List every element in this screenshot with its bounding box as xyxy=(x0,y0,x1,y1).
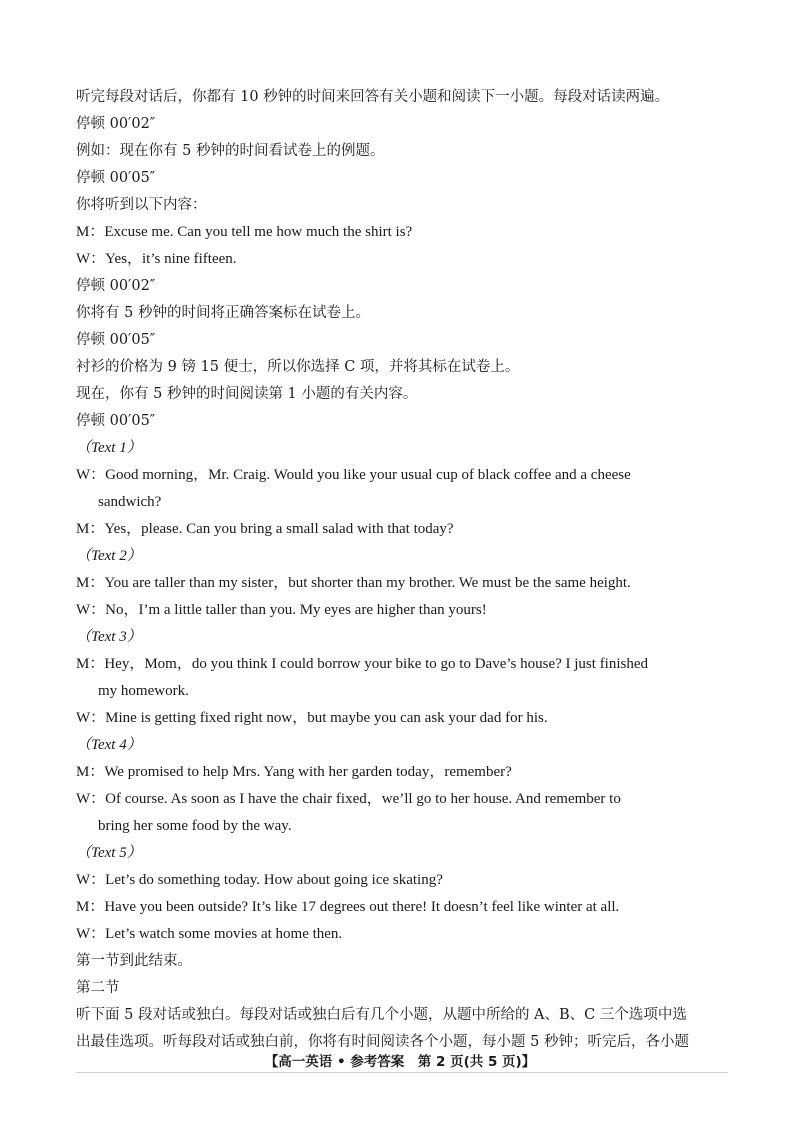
text-line: 听下面 5 段对话或独白。每段对话或独白后有几个小题，从题中所给的 A、B、C 三个选项中选 xyxy=(76,1007,687,1023)
section-label: （Text 3） xyxy=(76,629,142,645)
text-line: W：No，I’m a little taller than you. My eyes are higher than yours! xyxy=(76,602,487,618)
text-line: 停顿 00′05″ xyxy=(76,170,156,186)
text-line: sandwich? xyxy=(98,494,162,510)
text-line: my homework. xyxy=(98,683,189,699)
text-line: M：Yes，please. Can you bring a small salad with that today? xyxy=(76,521,454,537)
text-line: bring her some food by the way. xyxy=(98,818,292,834)
text-line: 出最佳选项。听每段对话或独白前，你将有时间阅读各个小题，每小题 5 秒钟；听完后，各小题 xyxy=(76,1034,689,1050)
text-line: 听完每段对话后，你都有 10 秒钟的时间来回答有关小题和阅读下一小题。每段对话读两遍。 xyxy=(76,89,670,105)
text-line: 你将听到以下内容： xyxy=(76,197,207,213)
text-line: 停顿 00′05″ xyxy=(76,413,156,429)
text-line: M：Have you been outside? It’s like 17 degrees out there! It doesn’t feel like winter at all. xyxy=(76,899,620,915)
footer-divider xyxy=(76,1072,728,1073)
text-line: 停顿 00′02″ xyxy=(76,116,156,132)
text-line: 第一节到此结束。 xyxy=(76,953,192,969)
text-line: 例如：现在你有 5 秒钟的时间看试卷上的例题。 xyxy=(76,143,385,159)
text-line: 停顿 00′02″ xyxy=(76,278,156,294)
text-line: 停顿 00′05″ xyxy=(76,332,156,348)
section-label: （Text 2） xyxy=(76,548,142,564)
text-line: W：Good morning，Mr. Craig. Would you like your usual cup of black coffee and a cheese xyxy=(76,467,631,483)
text-line: M：Hey，Mom，do you think I could borrow your bike to go to Dave’s house? I just finished xyxy=(76,656,649,672)
text-line: M：We promised to help Mrs. Yang with her garden today，remember? xyxy=(76,764,512,780)
document-body xyxy=(76,84,728,1056)
text-line: 你将有 5 秒钟的时间将正确答案标在试卷上。 xyxy=(76,305,370,321)
section-label: （Text 1） xyxy=(76,440,142,456)
text-line: W：Let’s do something today. How about going ice skating? xyxy=(76,872,443,888)
text-line: 现在，你有 5 秒钟的时间阅读第 1 小题的有关内容。 xyxy=(76,386,418,402)
text-line: 衬衫的价格为 9 镑 15 便士，所以你选择 C 项，并将其标在试卷上。 xyxy=(76,359,520,375)
text-line: M：You are taller than my sister，but shorter than my brother. We must be the same height. xyxy=(76,575,631,591)
section-label: （Text 5） xyxy=(76,845,142,861)
text-line: W：Let’s watch some movies at home then. xyxy=(76,926,343,942)
text-line: 第二节 xyxy=(76,980,120,996)
text-line: W：Of course. As soon as I have the chair fixed，we’ll go to her house. And remember to xyxy=(76,791,621,807)
text-line: W：Mine is getting fixed right now，but maybe you can ask your dad for his. xyxy=(76,710,548,726)
page-footer: 【高一英语 • 参考答案 第 2 页(共 5 页)】 xyxy=(264,1054,536,1070)
text-line: M：Excuse me. Can you tell me how much the shirt is? xyxy=(76,224,413,240)
section-label: （Text 4） xyxy=(76,737,142,753)
text-line: W：Yes，it’s nine fifteen. xyxy=(76,251,237,267)
